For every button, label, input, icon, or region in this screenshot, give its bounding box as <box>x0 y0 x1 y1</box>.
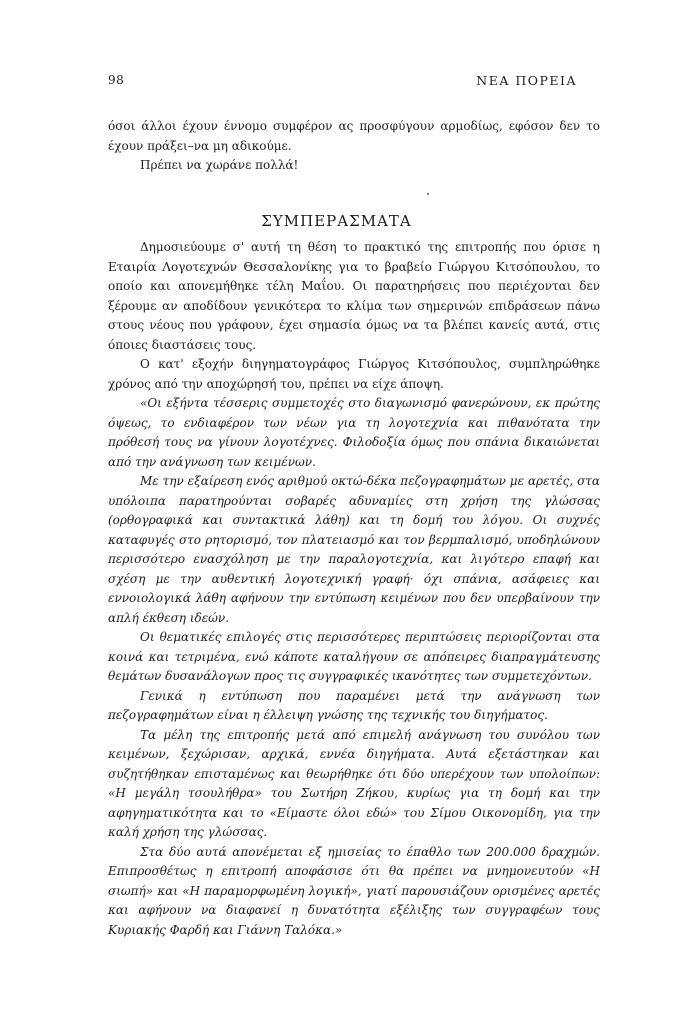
running-head: ΝΕΑ ΠΟΡΕΙΑ <box>476 73 577 88</box>
section-body <box>108 238 600 940</box>
stray-mark <box>427 193 429 195</box>
page-number: 98 <box>108 73 125 87</box>
report-paragraph: Γενικά η εντύπωση που παραμένει μετά την ανάγνωση των πεζογραφημάτων είναι η έλλειψη γνώσης της τεχνικής του διηγήματος. <box>108 688 600 722</box>
continued-paragraph: όσοι άλλοι έχουν έννομο συμφέρον ας προσφύγουν αρμοδίως, εφόσον δεν το έχουν πράξει–να μη αδικούμε. <box>108 119 600 153</box>
report-paragraph: «Οι εξήντα τέσσερις συμμετοχές στο διαγωνισμό φανερώνουν, εκ πρώτης όψεως, το ενδιαφέρον των νέων για τη λογοτεχνία και πιθανότατα την πρόθεσή τους να γίνουν λογοτέχνες. Φιλοδοξία όμως που σπάνια δικαιώνεται από την ανάγνωση των κειμένων. <box>108 396 600 469</box>
report-paragraph: Τα μέλη της επιτροπής μετά από επιμελή ανάγνωση του συνόλου των κειμένων, ξεχώρισαν, αρχικά, εννέα διηγήματα. Αυτά εξετάστηκαν και συζητήθηκαν επισταμένως και θεωρήθηκε ότι δύο υπερέχουν των υπολοίπων: «Η μεγάλη τσουλήθρα» του Σωτήρη Ζήκου, κυρίως για τη δομή και την αφηγηματικότητα και το «Είμαστε όλοι εδώ» του Σίμου Οικονομίδη, για την καλή χρήση της γλώσσας. <box>108 727 600 839</box>
intro-paragraph: Δημοσιεύουμε σ' αυτή τη θέση το πρακτικό της επιτροπής που όρισε η Εταιρία Λογοτεχνών Θεσσαλονίκης για το βραβείο Γιώργου Κιτσόπουλου, το οποίο και απονεμήθηκε τέλη Μαΐου. Οι παρατηρήσεις που περιέχονται δεν ξέρουμε αν αποδίδουν γενικότερα το κλίμα των σημερινών επιδράσεων πάνω στους νέους που γράφουν, έχει σημασία όμως να τα βλέπει κανείς αυτά, στις όποιες διαστάσεις τους. <box>108 240 600 352</box>
closing-remark: Πρέπει να χωράνε πολλά! <box>140 158 299 172</box>
report-paragraph: Οι θεματικές επιλογές στις περισσότερες περιπτώσεις περιορίζονται στα κοινά και τετριμένα, ενώ κάποτε καταλήγουν σε απόπειρες διαπραγμάτευσης θεμάτων δυσανάλογων προς τις συγγραφικές ικανότητες των συμμετεχόντων. <box>108 630 600 683</box>
report-paragraph: Με την εξαίρεση ενός αριθμού οκτώ-δέκα πεζογραφημάτων με αρετές, στα υπόλοιπα παρατηρούνται σοβαρές αδυναμίες στη χρήση της γλώσσας (ορθογραφικά και συντακτικά λάθη) και τη δομή του λόγου. Οι συχνές καταφυγές στο ρητορισμό, τον πλατειασμό και τον βερμπαλισμό, υποδηλώνουν περισσότερο ενασχόληση με την παραλογοτεχνία, και λιγότερο επαφή και σχέση με την αυθεντική λογοτεχνική γραφή· όχι σπάνια, ασάφειες και εννοιολογικά λάθη αφήνουν την εντύπωση κειμένων που δεν υπερβαίνουν την απλή έκθεση ιδεών. <box>108 474 600 625</box>
paragraph-kitsopoulos: Ο κατ' εξοχήν διηγηματογράφος Γιώργος Κιτσόπουλος, συμπληρώθηκε χρόνος από την αποχώρησή του, πρέπει να είχε άποψη. <box>108 357 600 391</box>
report-paragraph-final: Στα δύο αυτά απονέμεται εξ ημισείας το έπαθλο των 200.000 δραχμών. Επιπροσθέτως η επιτροπή αποφάσισε ότι θα πρέπει να μνημονευτούν «Η σιωπή» και «Η παραμορφωμένη λογική», γιατί παρουσιάζουν ορισμένες αρετές και αφήνουν να διαφανεί η δυνατότητα εξέλιξης των συγγραφέων τους Κυριακής Φαρδή και Γιάννη Ταλόκα.» <box>108 844 600 937</box>
top-text-block <box>108 117 600 176</box>
section-heading: ΣΥΜΠΕΡΑΣΜΑΤΑ <box>261 212 412 230</box>
